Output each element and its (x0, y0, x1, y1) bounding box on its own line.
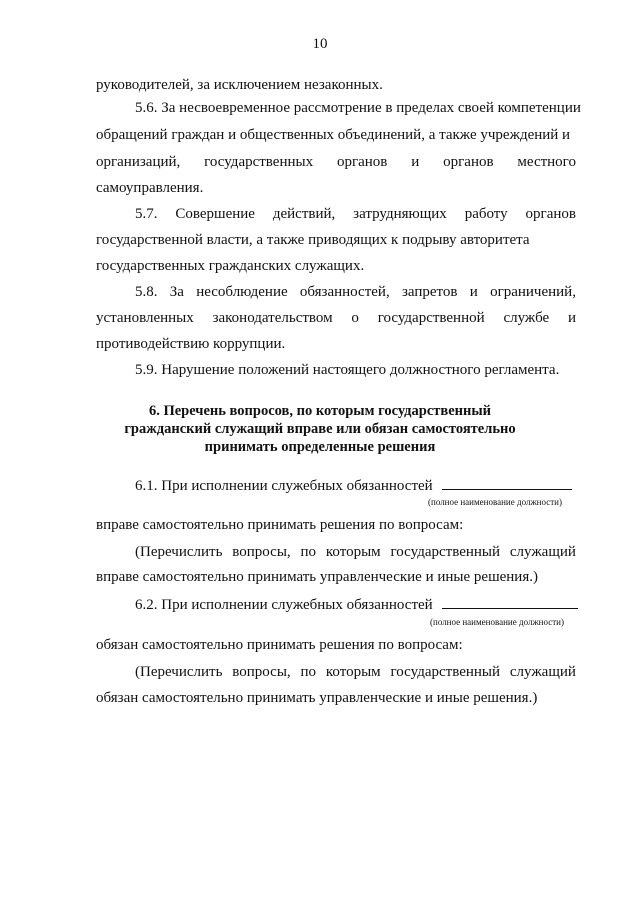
justified-line (135, 543, 576, 561)
paragraph-line: вправе самостоятельно принимать решения по вопросам: (96, 517, 464, 533)
word: ограничений, (490, 284, 576, 300)
word: по (300, 664, 317, 680)
word: государственных (204, 154, 314, 170)
word: (Перечислить (135, 664, 223, 680)
page-number: 10 (312, 36, 328, 52)
word: 5.7. (135, 206, 158, 222)
word: (Перечислить (135, 544, 223, 560)
word: обязанностей, (299, 284, 390, 300)
justified-line (135, 283, 576, 301)
paragraph-line: вправе самостоятельно принимать управленческие и иные решения.) (96, 569, 538, 585)
word: государственный (390, 544, 501, 560)
justified-line (135, 663, 576, 681)
word: несоблюдение (196, 284, 288, 300)
word: служащий (509, 664, 576, 680)
paragraph-line: противодействию коррупции. (96, 336, 286, 352)
word: 5.8. (135, 284, 158, 300)
word: вопросы, (232, 544, 291, 560)
word: организаций, (96, 154, 181, 170)
position-caption: (полное наименование должности) (430, 617, 564, 627)
word: служащий (509, 544, 576, 560)
word: За (169, 284, 184, 300)
justified-line (96, 309, 576, 327)
paragraph-line: государственной власти, а также приводящих к подрыву авторитета (96, 232, 530, 248)
word: местного (517, 154, 576, 170)
word: органов (443, 154, 494, 170)
word: государственный (390, 664, 501, 680)
heading-line: принимать определенные решения (204, 439, 436, 455)
position-blank-field (442, 594, 578, 609)
section-heading (96, 402, 544, 456)
word: которым (325, 664, 381, 680)
word: работу (464, 206, 508, 222)
justified-line (135, 205, 576, 223)
word: службе (503, 310, 550, 326)
word: и (411, 154, 420, 170)
word: которым (325, 544, 381, 560)
position-caption: (полное наименование должности) (428, 497, 562, 507)
paragraph-line: государственных гражданских служащих. (96, 258, 365, 274)
word: государственной (377, 310, 485, 326)
word: по (300, 544, 317, 560)
paragraph-line: обращений граждан и общественных объединений, а также учреждений и (96, 127, 571, 143)
position-blank-field (442, 475, 572, 490)
word: установленных (96, 310, 194, 326)
paragraph-line: руководителей, за исключением незаконных. (96, 77, 383, 93)
word: запретов (401, 284, 458, 300)
paragraph-line: обязан самостоятельно принимать управленческие и иные решения.) (96, 690, 538, 706)
word: о (351, 310, 359, 326)
word: и (469, 284, 478, 300)
paragraph-6-2-line: 6.2. При исполнении служебных обязанностей (135, 594, 578, 614)
word: законодательством (212, 310, 333, 326)
justified-line (96, 153, 576, 171)
word: затрудняющих (353, 206, 447, 222)
paragraph-line: самоуправления. (96, 180, 204, 196)
paragraph-5-6-line: 5.6. За несвоевременное рассмотрение в пределах своей компетенции (135, 100, 581, 116)
paragraph-6-1-line: 6.1. При исполнении служебных обязанностей (135, 475, 572, 495)
word: действий, (272, 206, 336, 222)
word: органов (336, 154, 388, 170)
paragraph-5-9-line: 5.9. Нарушение положений настоящего должностного регламента. (135, 362, 560, 378)
word: и (567, 310, 576, 326)
paragraph-line: обязан самостоятельно принимать решения по вопросам: (96, 637, 463, 653)
word: Совершение (175, 206, 255, 222)
word: вопросы, (232, 664, 291, 680)
word: органов (525, 206, 576, 222)
heading-line: 6. Перечень вопросов, по которым государственный (148, 403, 492, 419)
heading-line: гражданский служащий вправе или обязан самостоятельно (124, 421, 516, 437)
